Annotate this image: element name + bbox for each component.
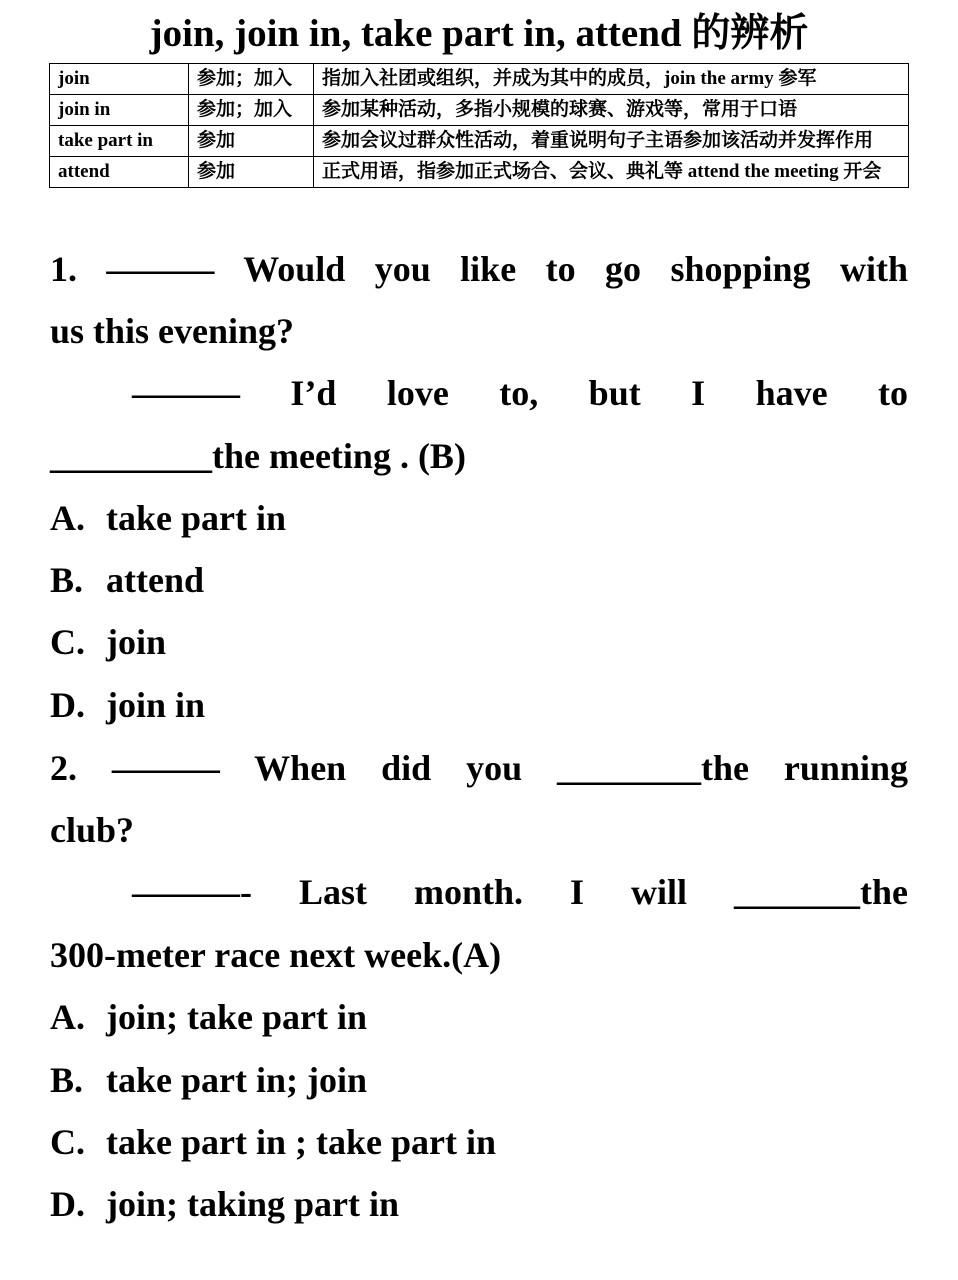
- table-cell-note: 参加会议过群众性活动，着重说明句子主语参加该活动并发挥作用: [314, 126, 909, 157]
- option-text: take part in ; take part in: [106, 1122, 496, 1162]
- question-2-option-a: [50, 986, 908, 1048]
- option-letter: B.: [50, 560, 84, 600]
- question-1-option-d: [50, 674, 908, 736]
- table-cell-meaning: 参加: [189, 157, 314, 188]
- question-1-line-4: _________the meeting . (B): [50, 436, 466, 476]
- page-title: join, join in, take part in, attend 的辨析: [149, 12, 809, 55]
- table-cell-word: join: [50, 64, 189, 95]
- option-text: join; taking part in: [106, 1184, 400, 1224]
- table-cell-note: 参加某种活动，多指小规模的球赛、游戏等，常用于口语: [314, 95, 909, 126]
- question-1-line-1: 1. ——— Would you like to go shopping with: [50, 249, 908, 289]
- question-1-option-a: [50, 487, 908, 549]
- option-text: join in: [106, 685, 206, 725]
- table-cell-word: take part in: [50, 126, 189, 157]
- question-2-option-d: [50, 1173, 908, 1235]
- option-text: take part in: [106, 498, 286, 538]
- comparison-table: [49, 63, 909, 188]
- question-1-line-3: ——— I’d love to, but I have to: [132, 373, 908, 413]
- option-letter: B.: [50, 1060, 84, 1100]
- option-letter: A.: [50, 997, 85, 1037]
- question-2-line-1: 2. ——— When did you ________the running: [50, 748, 908, 788]
- question-2-line-4: 300-meter race next week.(A): [50, 935, 502, 975]
- option-text: attend: [106, 560, 204, 600]
- option-text: join; take part in: [106, 997, 367, 1037]
- table-cell-note: 指加入社团或组织，并成为其中的成员，join the army 参军: [314, 64, 909, 95]
- option-letter: C.: [50, 622, 85, 662]
- question-1-option-b: [50, 549, 908, 611]
- table-row: [50, 64, 909, 95]
- table-row: [50, 126, 909, 157]
- table-cell-word: attend: [50, 157, 189, 188]
- table-cell-meaning: 参加；加入: [189, 95, 314, 126]
- table-cell-meaning: 参加: [189, 126, 314, 157]
- question-1-line-2: us this evening?: [50, 311, 295, 351]
- option-letter: A.: [50, 498, 85, 538]
- option-letter: D.: [50, 685, 85, 725]
- table-cell-word: join in: [50, 95, 189, 126]
- option-letter: D.: [50, 1184, 85, 1224]
- table-cell-note: 正式用语，指参加正式场合、会议、典礼等 attend the meeting 开会: [314, 157, 909, 188]
- option-letter: C.: [50, 1122, 85, 1162]
- question-2-line-3: ———- Last month. I will _______the: [132, 872, 908, 912]
- option-text: take part in; join: [106, 1060, 367, 1100]
- question-2-line-2: club?: [50, 810, 135, 850]
- option-text: join: [106, 622, 167, 662]
- question-2-option-b: [50, 1049, 908, 1111]
- table-row: [50, 95, 909, 126]
- question-1-option-c: [50, 611, 908, 673]
- table-cell-meaning: 参加；加入: [189, 64, 314, 95]
- table-row: [50, 157, 909, 188]
- question-2-option-c: [50, 1111, 908, 1173]
